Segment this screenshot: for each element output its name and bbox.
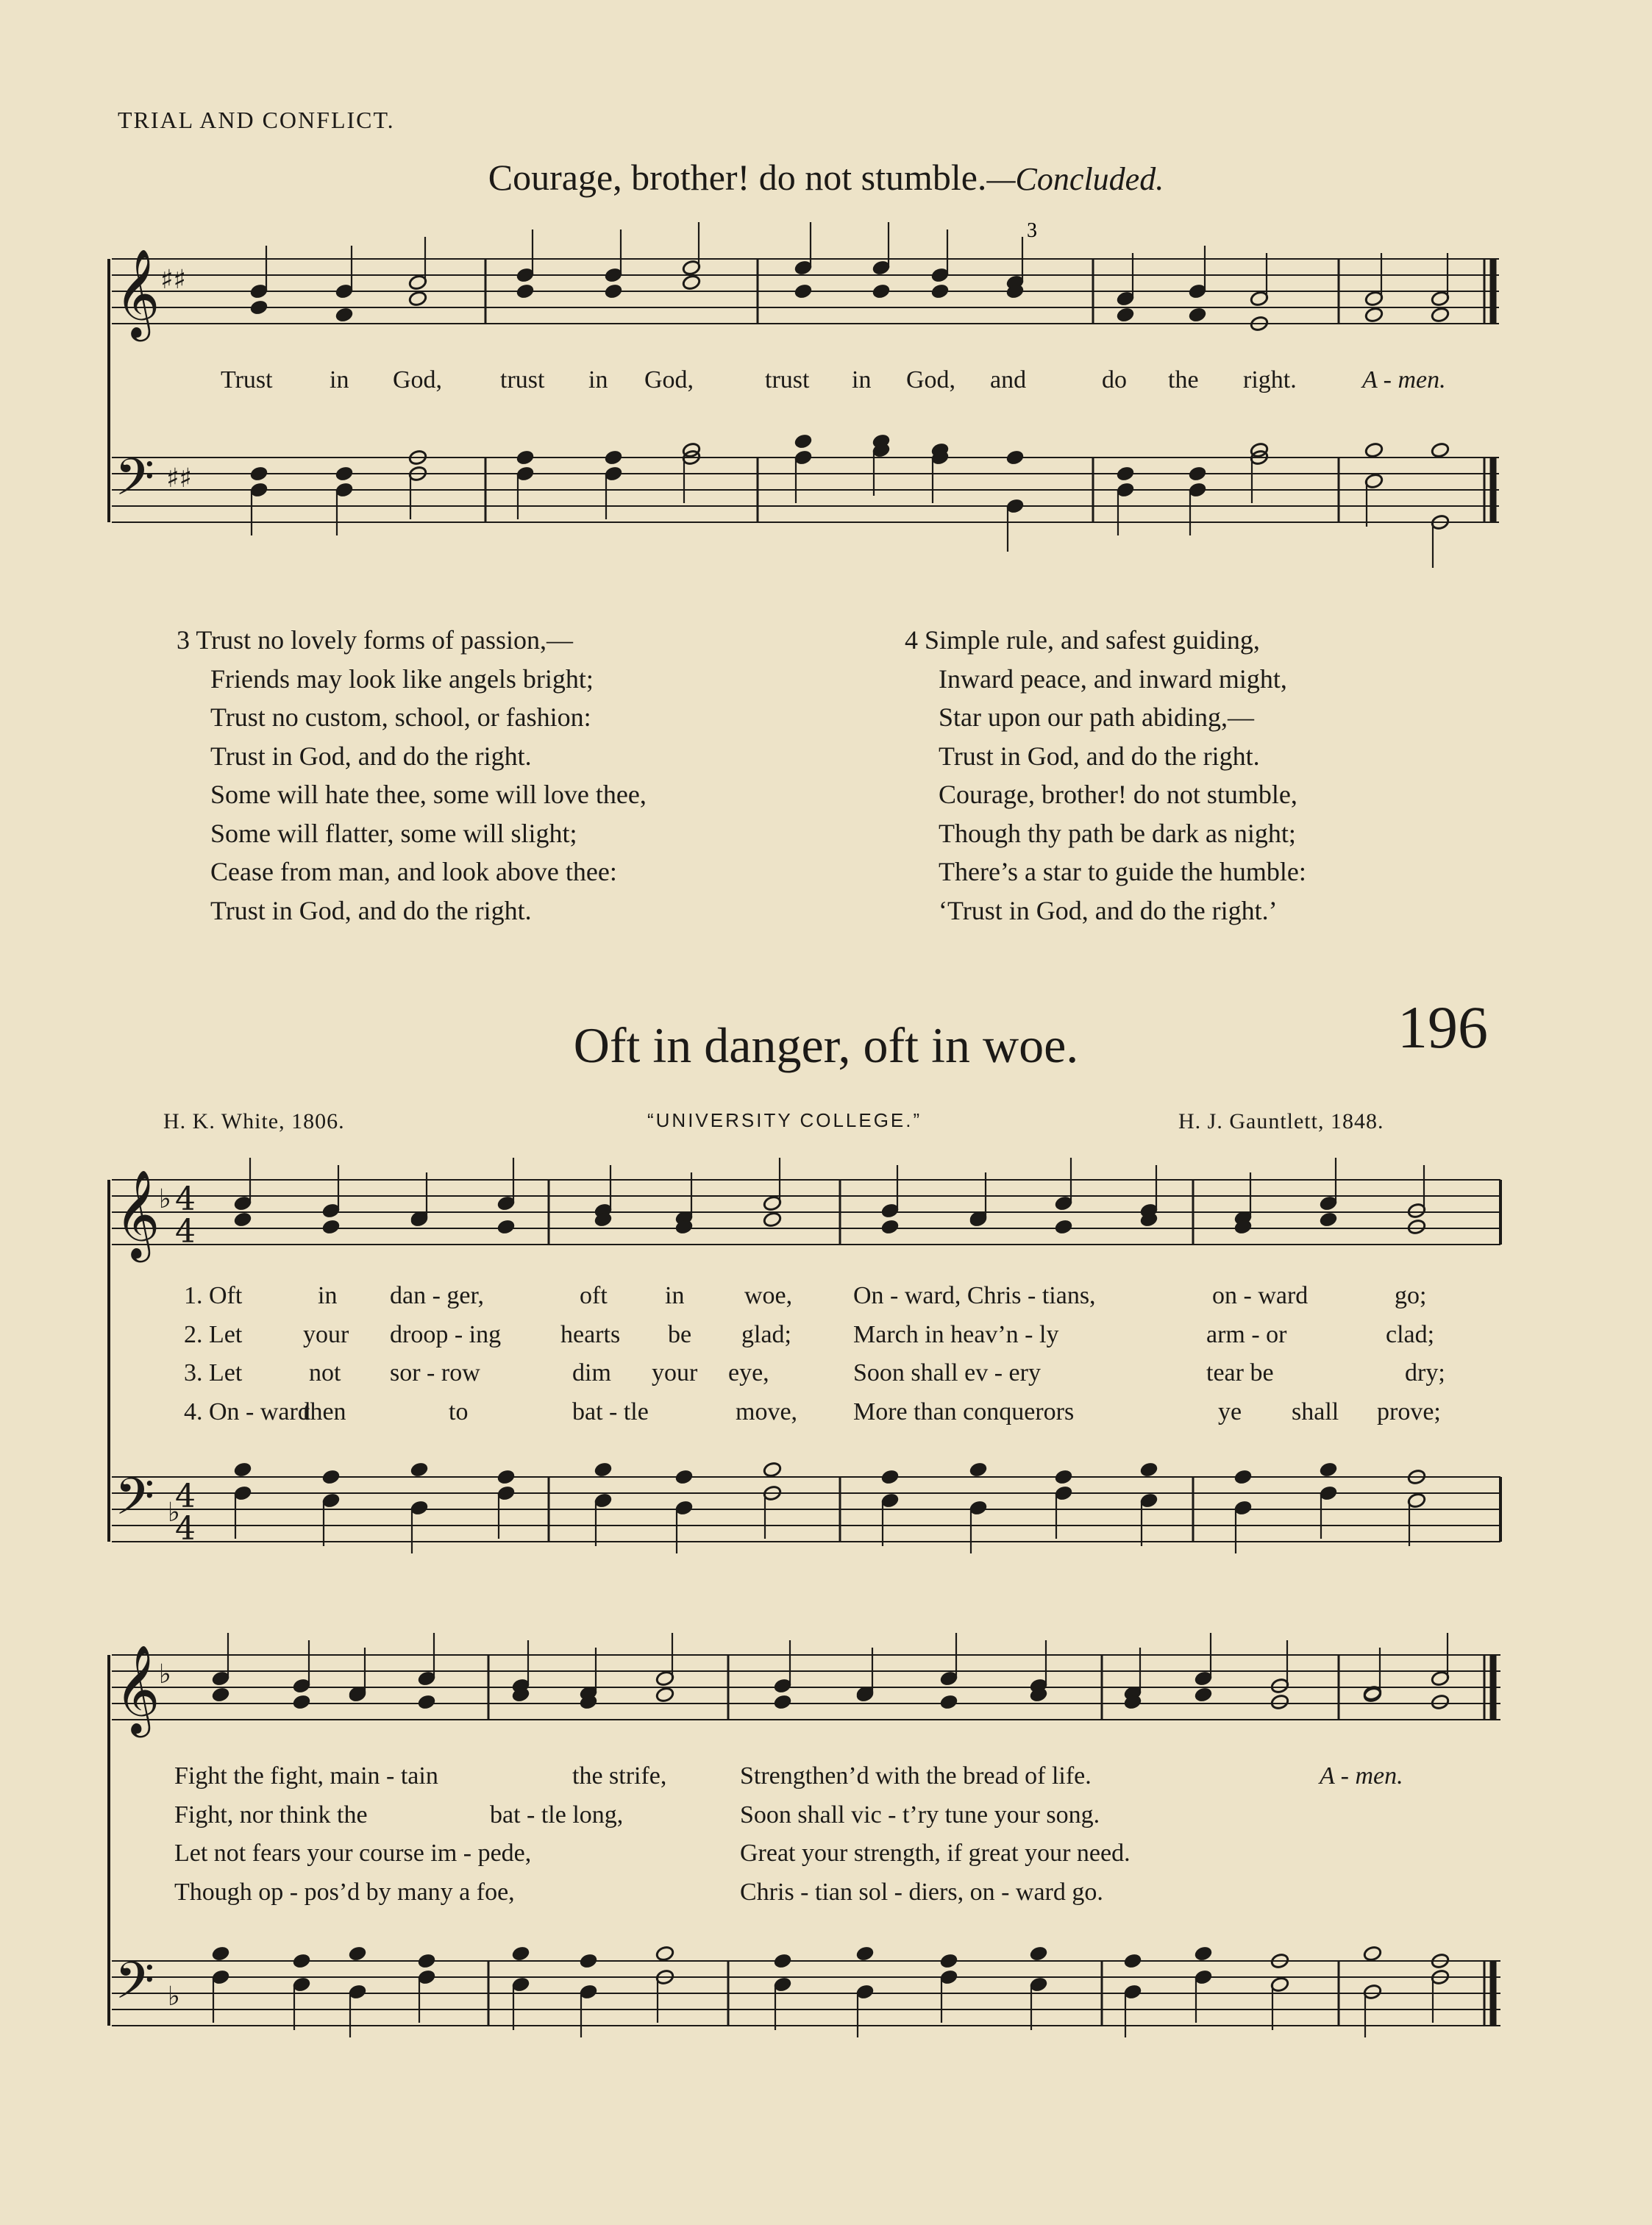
amen-label: A - men. [1362,366,1446,394]
lyric-syllable: hearts [560,1320,621,1348]
note-head [674,1469,694,1486]
verse-number: 3 [177,625,190,655]
note-head [321,1219,341,1236]
verse-line: Friends may look like angels bright; [210,663,594,694]
lyric-syllable: God, [906,366,956,394]
lyric-syllable: 3. Let [184,1359,243,1386]
note-head [880,1469,900,1486]
verse-line: Cease from man, and look above thee: [210,857,617,886]
key-signature: ♭ [159,1659,171,1690]
note-head [855,1945,875,1962]
note-head [408,291,427,307]
note-head [794,433,813,450]
hymn-195-title-suffix: —Concluded. [986,161,1164,197]
lyric-syllable: dan - ger, [390,1282,484,1309]
key-signature: ♯♯ [166,463,192,494]
author-credit: H. K. White, 1806. [163,1109,345,1133]
bass-clef: 𝄢 [115,1467,155,1539]
lyric-syllable: Strengthen’d with the bread of life. [740,1762,1092,1790]
lyric-syllable: bat - tle [572,1398,649,1425]
lyric-syllable: go; [1395,1282,1427,1309]
note-head [939,1953,958,1970]
note-head [1364,442,1384,459]
note-head [516,283,535,300]
verse-line: Courage, brother! do not stumble, [939,780,1297,809]
verse-line: Trust in God, and do the right. [939,741,1260,771]
verse-line: Trust no custom, school, or fashion: [210,702,591,732]
lyric-row [0,1879,1652,1915]
note-head [1270,1694,1289,1711]
verse-line: Trust in God, and do the right. [210,895,532,925]
lyric-syllable: ye [1218,1398,1242,1425]
lyric-syllable: clad; [1386,1320,1435,1348]
lyric-syllable: prove; [1377,1398,1441,1425]
lyric-syllable: woe, [744,1282,793,1309]
note-head [211,1687,230,1704]
lyric-row [0,1321,1652,1358]
note-head [1319,1211,1338,1228]
verse-4 [905,621,1306,930]
note-head [1116,307,1135,324]
note-head [1407,1219,1426,1236]
verse-line: Though thy path be dark as night; [939,818,1296,848]
hymn-196-title: Oft in danger, oft in woe. [573,1017,1079,1073]
lyric-syllable: in [588,366,608,394]
verse-3 [177,621,647,930]
note-head [1194,1687,1213,1704]
note-head [655,1687,674,1704]
verse-line: Some will flatter, some will slight; [210,818,577,848]
treble-clef: 𝄞 [115,1644,160,1734]
tuplet-mark: 3 [1027,219,1037,242]
verse-line: Some will hate thee, some will love thee, [210,780,647,809]
note-head [335,307,354,324]
lyric-syllable: Great your strength, if great your need. [740,1840,1131,1867]
note-head [516,449,535,466]
lyric-syllable: A - men. [1320,1762,1403,1790]
lyric-syllable: God, [393,366,443,394]
lyric-syllable: your [303,1320,349,1348]
note-head [1431,442,1450,459]
lyric-row [0,1398,1652,1435]
lyric-syllable: then [303,1398,346,1425]
note-head [249,466,268,483]
note-head [880,1219,900,1236]
lyric-syllable: 1. Oft [184,1282,243,1309]
lyric-syllable: tear be [1206,1359,1274,1386]
note-head [1431,1694,1450,1711]
lyric-row [0,1762,1652,1799]
hymn-195-title-text: Courage, brother! do not stumble. [488,157,987,198]
verse-line: ‘Trust in God, and do the right.’ [939,895,1278,925]
note-head [410,1462,429,1478]
lyric-syllable: Trust [221,366,273,394]
lyric-syllable: trust [500,366,545,394]
note-head [969,1462,988,1478]
lyric-syllable: right. [1243,366,1297,394]
note-head [604,283,623,300]
lyric-syllable: the [1168,366,1199,394]
note-head [773,1694,792,1711]
note-head [773,1953,792,1970]
note-head [1233,1469,1253,1486]
lyric-syllable: Though op - pos’d by many a foe, [174,1878,515,1906]
note-head [348,1945,367,1962]
lyric-syllable: on - ward [1212,1282,1309,1309]
lyric-syllable: your [652,1359,698,1386]
note-head [233,1462,252,1478]
composer-credit: H. J. Gauntlett, 1848. [1178,1109,1384,1133]
lyric-syllable: bat - tle long, [490,1801,624,1829]
note-head [604,449,623,466]
lyric-syllable: 4. On - ward [184,1398,310,1425]
lyric-syllable: Soon shall ev - ery [853,1359,1041,1386]
lyric-syllable: eye, [728,1359,769,1386]
note-head [1139,1462,1158,1478]
lyric-syllable: God, [644,366,694,394]
note-head [1029,1945,1048,1962]
note-head [939,1694,958,1711]
lyric-syllable: oft [580,1282,608,1309]
note-head [417,1953,436,1970]
note-head [321,1469,341,1486]
lyric-syllable: March in heav’n - ly [853,1320,1059,1348]
lyric-row [0,1801,1652,1838]
lyric-syllable: not [309,1359,341,1386]
note-head [211,1945,230,1962]
time-signature-top: 4 [175,1181,196,1218]
note-head [1116,466,1135,483]
note-head [579,1953,598,1970]
note-head [335,466,354,483]
note-head [794,283,813,300]
note-head [496,1469,516,1486]
note-head [496,1219,516,1236]
lyric-row [0,1840,1652,1876]
note-head [1054,1469,1073,1486]
verse-line: Simple rule, and safest guiding, [925,625,1260,655]
lyric-syllable: Chris - tian sol - diers, on - ward go. [740,1878,1103,1906]
lyric-syllable: 2. Let [184,1320,243,1348]
section-heading: TRIAL AND CONFLICT. [118,107,395,133]
note-head [1363,1945,1382,1962]
time-signature-bottom: 4 [175,1510,196,1548]
lyric-syllable: to [449,1398,469,1425]
bass-clef: 𝄢 [115,1951,155,2023]
key-signature: ♭ [168,1498,180,1528]
lyric-syllable: dim [572,1359,611,1386]
note-head [682,274,701,291]
note-head [1188,466,1207,483]
lyric-syllable: Let not fears your course im - pede, [174,1840,532,1867]
lyric-syllable: arm - or [1206,1320,1287,1348]
lyric-syllable: Fight, nor think the [174,1801,368,1829]
note-head [763,1211,782,1228]
note-head [1194,1945,1213,1962]
note-head [249,299,268,316]
note-head [930,283,950,300]
treble-clef: 𝄞 [115,1169,160,1259]
note-head [1319,1462,1338,1478]
lyric-row [0,1282,1652,1319]
lyric-syllable: in [330,366,349,394]
note-head [1364,307,1384,324]
verse-number: 4 [905,625,918,655]
key-signature: ♯♯ [160,265,186,295]
lyric-syllable: be [668,1320,692,1348]
note-head [417,1694,436,1711]
note-head [763,1462,782,1478]
lyric-syllable: More than conquerors [853,1398,1075,1425]
note-head [1054,1219,1073,1236]
tune-name: “UNIVERSITY COLLEGE.” [647,1109,922,1131]
lyric-syllable: the strife, [572,1762,667,1790]
note-head [292,1694,311,1711]
time-signature-bottom: 4 [175,1213,196,1250]
lyric-syllable: dry; [1405,1359,1445,1386]
note-head [1431,307,1450,324]
verse-line: Trust in God, and do the right. [210,741,532,771]
bass-clef: 𝄢 [115,447,155,519]
note-head [655,1945,674,1962]
hymn-number: 196 [1398,994,1488,1061]
verse-line: Star upon our path abiding,— [939,702,1254,732]
note-head [511,1945,530,1962]
lyric-syllable: On - ward, Chris - tians, [853,1282,1096,1309]
lyric-syllable: shall [1292,1398,1339,1425]
note-head [233,1211,252,1228]
note-head [594,1462,613,1478]
lyric-syllable: and [990,366,1027,394]
lyric-row [0,1359,1652,1396]
lyric-syllable: in [852,366,872,394]
note-head [292,1953,311,1970]
lyric-syllable: trust [765,366,810,394]
lyric-syllable: droop - ing [390,1320,502,1348]
treble-clef: 𝄞 [115,248,160,338]
lyric-syllable: move, [736,1398,798,1425]
verse-line: Trust no lovely forms of passion,— [196,625,574,655]
key-signature: ♭ [168,1982,180,2012]
verse-line: Inward peace, and inward might, [939,663,1287,694]
lyric-syllable: sor - row [390,1359,480,1386]
note-head [1188,307,1207,324]
lyric-syllable: Soon shall vic - t’ry tune your song. [740,1801,1100,1829]
key-signature: ♭ [159,1184,171,1214]
note-head [872,283,891,300]
lyric-syllable: glad; [741,1320,791,1348]
lyric-syllable: in [665,1282,685,1309]
time-signature-top: 4 [175,1478,196,1515]
note-head [1005,449,1025,466]
lyric-syllable: Fight the fight, main - tain [174,1762,438,1790]
verse-line: There’s a star to guide the humble: [939,857,1306,886]
lyric-syllable: do [1102,366,1127,394]
note-head [1123,1953,1142,1970]
lyric-syllable: in [318,1282,338,1309]
